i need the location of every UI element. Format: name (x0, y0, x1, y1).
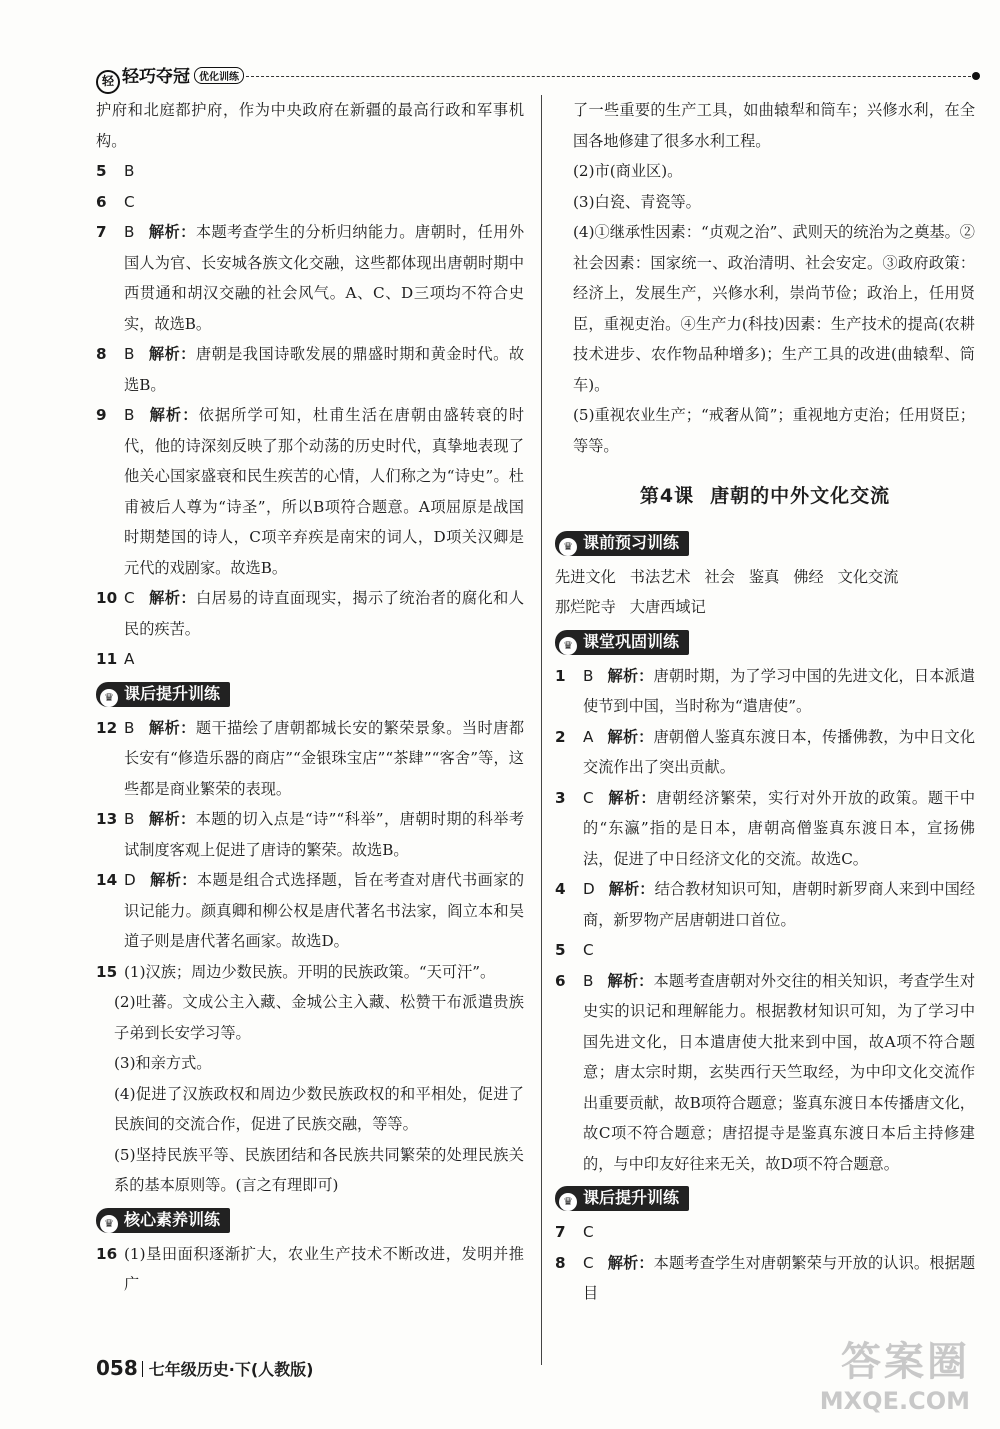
answer-14: 14 D 解析：本题是组合式选择题，旨在考查对唐代书画家的识记能力。颜真卿和柳公权是唐代著名书法家，阎立本和吴道子则是唐代著名画家。故选D。 (96, 871, 525, 950)
answer-13: 13 B 解析：本题的切入点是“诗”“科举”，唐朝时期的科举考试制度客观上促进了唐诗的繁荣。故选B。 (96, 810, 525, 859)
answer-15-part-5: (5)坚持民族平等、民族团结和各民族共同繁荣的处理民族关系的基本原则等。(言之有理即可) (114, 1145, 524, 1194)
section-banner-preview: ♛ 课前预习训练 (555, 531, 689, 556)
answer-b8: 8 C 解析：本题考查学生对唐朝繁荣与开放的认识。根据题目 (555, 1253, 976, 1302)
section-banner-core-literacy: ♛ 核心素养训练 (96, 1208, 230, 1233)
logo-mark: 轻 (96, 70, 120, 94)
crown-icon: ♛ (100, 689, 118, 707)
watermark-text: 答案圈 (841, 1339, 970, 1385)
answer-5: 5 B (96, 162, 135, 180)
footer-divider (142, 1361, 143, 1377)
answer-10: 10 C 解析：白居易的诗直面现实，揭示了统治者的腐化和人民的疾苦。 (96, 589, 525, 638)
answer-11: 11 A (96, 650, 135, 668)
left-column (96, 95, 524, 1300)
crown-icon: ♛ (100, 1215, 118, 1233)
term: 大唐西域记 (629, 598, 706, 616)
term: 文化交流 (837, 567, 899, 586)
answer-6: 6 C (96, 192, 135, 211)
watermark-url: MXQE.COM (819, 1387, 970, 1415)
answer-12: 12 B 解析：题干描绘了唐朝都城长安的繁荣景象。当时唐都长安有“修造乐器的商店”“金银珠宝店”“茶肆”“客舍”等，这些都是商业繁荣的表现。 (96, 718, 525, 798)
answer-15-part-3: (3)和亲方式。 (114, 1054, 212, 1072)
book-title: 七年级历史·下(人教版) (148, 1360, 314, 1379)
answer-7: 7 B 解析：本题考查学生的分析归纳能力。唐朝时，任用外国人为官、长安城各族文化交融，这些都体现出唐朝时期中西贯通和胡汉交融的社会风气。A、C、D三项均不符合史实，故选B。 (96, 223, 525, 333)
section-banner-in-class: ♛ 课堂巩固训练 (555, 630, 689, 655)
book-logo (96, 62, 244, 94)
lesson-title: 第4课 唐朝的中外文化交流 (639, 485, 891, 507)
header-dot (972, 72, 980, 80)
term: 书法艺术 (629, 567, 691, 586)
page-footer (96, 1356, 313, 1380)
answer-b5: 5 C (555, 941, 594, 959)
answer-15-part-4: (4)促进了汉族政权和周边少数民族政权的和平相处，促进了民族间的交流合作，促进了民族交融，等等。 (114, 1084, 524, 1133)
term: 社会 (704, 567, 735, 586)
section-banner-after-class: ♛ 课后提升训练 (96, 682, 230, 707)
answer-16-part-4: (4)①继承性因素：“贞观之治”、武则天的统治为之奠基。②社会因素：国家统一、政治清明、社会安定。③政府政策：经济上，发展生产，兴修水利，崇尚节俭；政治上，任用贤臣，重视吏治。④生产力(科技)因素：生产技术的提高(农耕技术进步、农作物品种增多)；生产工具的改进(曲辕犁、筒车)。 (573, 223, 975, 394)
answer-b4: 4 D 解析：结合教材知识可知，唐朝时新罗商人来到中国经商，新罗物产居唐朝进口首位。 (555, 880, 976, 929)
answer-16: 16 (1)垦田面积逐渐扩大，农业生产技术不断改进，发明并推广 (96, 1244, 524, 1293)
crown-icon: ♛ (559, 1193, 577, 1211)
answer-16-part-3: (3)白瓷、青瓷等。 (573, 192, 701, 211)
header-rule (246, 76, 976, 77)
term: 先进文化 (555, 567, 616, 586)
logo-subtitle: 优化训练 (194, 67, 244, 84)
page-number: 058 (96, 1356, 138, 1380)
section-banner-after-class-2: ♛ 课后提升训练 (555, 1186, 689, 1211)
answer-15-part-2: (2)吐蕃。文成公主入藏、金城公主入藏、松赞干布派遣贵族子弟到长安学习等。 (114, 993, 524, 1042)
watermark (820, 1330, 970, 1415)
term: 那烂陀寺 (555, 598, 616, 616)
term: 佛经 (793, 567, 824, 586)
answer-b3: 3 C 解析：唐朝经济繁荣，实行对外开放的政策。题干中的“东瀛”指的是日本，唐朝高僧鉴真东渡日本，宣扬佛法，促进了中日经济文化的交流。故选C。 (555, 788, 976, 868)
answer-16-part-5: (5)重视农业生产；“戒奢从简”；重视地方吏治；任用贤臣；等等。 (573, 406, 975, 455)
answer-15: 15 (1)汉族；周边少数民族。开明的民族政策。“天可汗”。 (96, 962, 496, 981)
answer-16-part-2: (2)市(商业区)。 (573, 162, 683, 180)
answer-16-continued: 了一些重要的生产工具，如曲辕犁和筒车；兴修水利，在全国各地修建了很多水利工程。 (573, 101, 975, 150)
logo-text: 轻巧夺冠 (122, 67, 190, 87)
answer-8: 8 B 解析：唐朝是我国诗歌发展的鼎盛时期和黄金时代。故选B。 (96, 345, 525, 394)
crown-icon: ♛ (559, 538, 577, 556)
column-divider (541, 95, 542, 1365)
preview-terms (555, 562, 975, 623)
page-header (96, 62, 976, 88)
answer-b1: 1 B 解析：唐朝时期，为了学习中国的先进文化，日本派遣使节到中国，当时称为“遣唐使”。 (555, 666, 976, 715)
crown-icon: ♛ (559, 637, 577, 655)
continued-text: 护府和北庭都护府，作为中央政府在新疆的最高行政和军事机构。 (96, 101, 524, 150)
right-column (555, 95, 975, 1309)
answer-b6: 6 B 解析：本题考查唐朝对外交往的相关知识，考查学生对史实的识记和理解能力。根据教材知识可知，为了学习中国先进文化，日本遣唐使大批来到中国，故A项不符合题意；唐太宗时期，玄奘西行天竺取经，为中印文化交流作出重要贡献，故B项符合题意；鉴真东渡日本传播唐文化，故C项不符合题意；唐招提寺是鉴真东渡日本后主持修建的，与中印友好往来无关，故D项不符合题意。 (555, 971, 976, 1173)
answer-9: 9 B 解析：依据所学可知，杜甫生活在唐朝由盛转衰的时代，他的诗深刻反映了那个动荡的历史时代，真挚地表现了他关心国家盛衰和民生疾苦的心情，人们称之为“诗史”。杜甫被后人尊为“诗圣”，所以B项符合题意。A项屈原是战国时期楚国的诗人，C项辛弃疾是南宋的词人，D项关汉卿是元代的戏剧家。故选B。 (96, 406, 525, 577)
answer-b2: 2 A 解析：唐朝僧人鉴真东渡日本，传播佛教，为中日文化交流作出了突出贡献。 (555, 727, 976, 776)
answer-b7: 7 C (555, 1223, 594, 1241)
term: 鉴真 (748, 567, 780, 586)
